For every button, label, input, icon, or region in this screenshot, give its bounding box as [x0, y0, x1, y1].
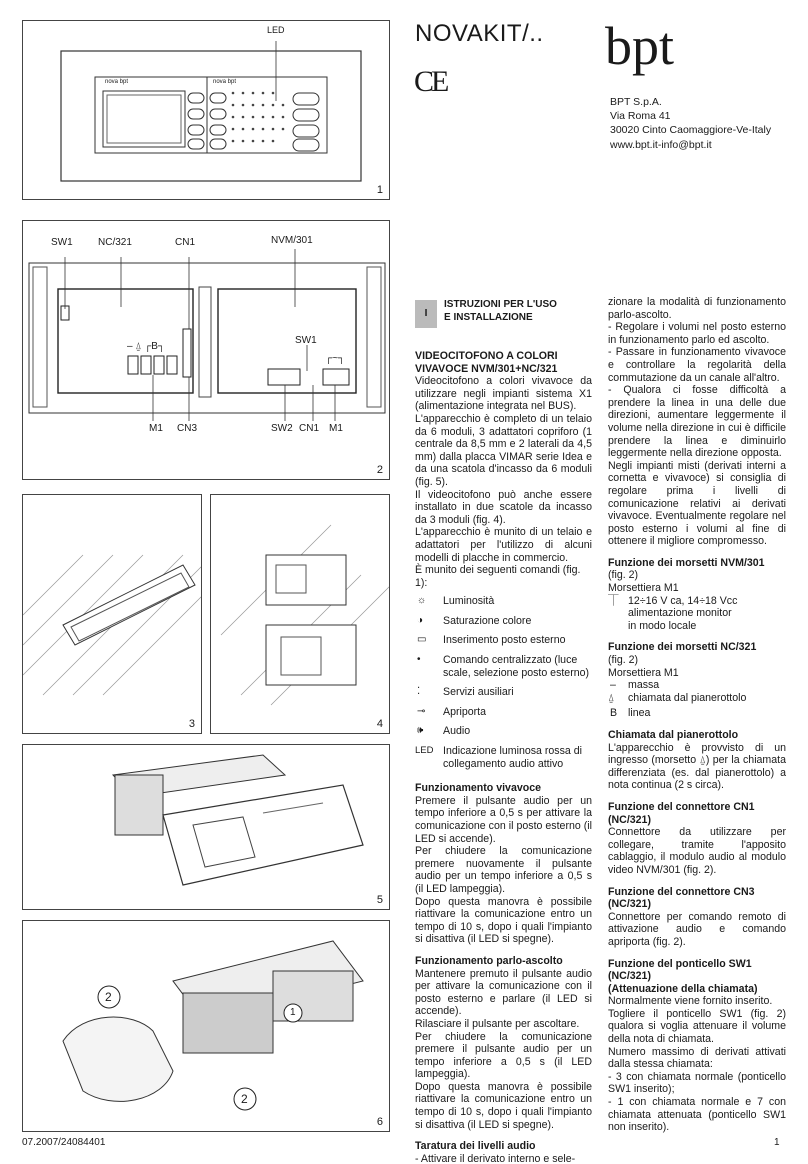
label-cn3: CN3 — [177, 423, 198, 434]
two-dots-icon: ⁚ — [417, 686, 421, 698]
command-label: Luminosità — [443, 595, 495, 608]
figure-1 — [22, 20, 390, 200]
label-sw1-mid: SW1 — [295, 335, 317, 346]
company-address — [610, 95, 771, 152]
figure-5-drawing — [23, 745, 390, 910]
section-title-line-2: E INSTALLAZIONE — [444, 312, 533, 323]
command-label: Comando centralizzato (luce scale, selezione posto esterno) — [443, 654, 590, 679]
command-item — [415, 595, 592, 608]
paragraph: Mantenere premuto il pulsante audio per attivare la comunicazione con il posto esterno e parlare (il LED si accende). — [415, 967, 592, 1018]
figure-number: 4 — [376, 718, 383, 730]
paragraph: - Qualora ci fosse difficoltà a prendere la linea in una delle due direzioni, aumentare leggermente il volume nella direzione in cui è difficile prendere la linea e diminuirlo leggermente nella direzione opposta. — [608, 384, 786, 460]
product-heading: VIDEOCITOFONO A COLORI VIVAVOCE NVM/301+NC/321 — [415, 350, 558, 375]
brand-label-right: nova bpt — [213, 79, 237, 85]
paragraph: Negli impianti misti (derivati interni a cornetta e vivavoce) si consiglia di regolare prima i livelli di comunicazione relativi ai derivati vivavoce. Eventualmente regolare nel posto esterno i volumi al fine di ottenere il migliore compromesso. — [608, 459, 786, 548]
command-label: Saturazione colore — [443, 614, 532, 627]
terminal-row — [608, 707, 786, 720]
door-opener-icon: ⊸ — [417, 705, 426, 717]
language-badge: I — [415, 300, 437, 328]
terminal-block-label: Morsettiera M1 — [608, 582, 679, 595]
command-label: Audio — [443, 725, 471, 738]
command-item — [415, 654, 592, 679]
figure-2-drawing — [23, 221, 390, 480]
section-title — [444, 298, 557, 324]
figure-2 — [22, 220, 390, 480]
terminals-left: – ⍙ ┌B┐ — [127, 341, 165, 352]
paragraph: - Attivare il derivato interno e sele- — [415, 1152, 576, 1164]
paragraph: Per chiudere la comunicazione premere nuovamente il pulsante audio per un tempo inferiore a 0,5 s (il LED lampeggia). — [415, 845, 592, 895]
figure-ref: (fig. 2) — [608, 569, 639, 582]
paragraph: Normalmente viene fornito inserito. — [608, 995, 773, 1008]
figure-ref: (fig. 2) — [608, 654, 639, 667]
figure-4 — [210, 494, 390, 734]
terminal-text: alimentazione monitor — [628, 607, 732, 620]
command-label: Apriporta — [443, 705, 486, 718]
bpt-logo: bpt — [605, 16, 675, 76]
subheading: Funzione dei morsetti NVM/301 — [608, 556, 765, 569]
terminal-text: massa — [628, 679, 660, 692]
text-column-2 — [608, 296, 786, 1134]
figure-5 — [22, 744, 390, 910]
subheading: Funzione del ponticello SW1 (NC/321) — [608, 957, 752, 983]
dot-icon: • — [417, 654, 421, 666]
paragraph: L'apparecchio è completo di un telaio da 6 moduli, 3 adattatori copriforo (1 centrale da 8,5 mm e 2 laterali da 4,5 mm) dalla placca VIMAR serie Idea e da una scatola d'incasso da 6 moduli (fig. 5). — [415, 412, 592, 488]
command-item — [415, 615, 592, 628]
led-icon: LED — [415, 745, 434, 757]
subheading: Funzione del connettore CN3 (NC/321) — [608, 885, 755, 911]
figure-number: 3 — [188, 718, 195, 730]
paragraph: Connettore per comando remoto di attivazione audio e comando apriporta (fig. 2). — [608, 910, 786, 948]
subheading: Funzione del connettore CN1 (NC/321) — [608, 800, 755, 826]
brightness-icon: ☼ — [417, 595, 427, 607]
figure-number: 5 — [376, 894, 383, 906]
document-code: 07.2007/24084401 — [22, 1137, 106, 1148]
figure-1-drawing — [23, 21, 390, 200]
paragraph: zionare la modalità di funzionamento parlo-ascolto. — [608, 296, 786, 321]
line-terminal: B — [610, 707, 618, 720]
paragraph: - 3 con chiamata normale (ponticello SW1 inserito); — [608, 1070, 786, 1096]
step-1: 1 — [290, 1007, 296, 1018]
command-item — [415, 686, 592, 699]
command-label: Indicazione luminosa rossa di collegamento audio attivo — [443, 745, 582, 770]
product-title: NOVAKIT/.. — [415, 20, 544, 47]
command-item — [415, 725, 592, 738]
step-2-top: 2 — [105, 990, 112, 1004]
text-column-1 — [415, 350, 592, 1164]
company-name: BPT S.p.A. — [610, 96, 662, 108]
brand-label-left: nova bpt — [105, 79, 129, 85]
figure-number: 6 — [376, 1116, 383, 1128]
paragraph: Il videocitofono può anche essere installato in due scatole da incasso da 3 moduli (fig. 4). — [415, 488, 592, 526]
figure-3-drawing — [23, 495, 202, 734]
paragraph: L'apparecchio è provvisto di un ingresso (morsetto ⍙) per la chiamata differenziata (es. dal pianerottolo) a nota continua (2 s circa). — [608, 741, 786, 792]
company-city: 30020 Cinto Caomaggiore-Ve-Italy — [610, 124, 772, 137]
ac-terminal-icon: ⏉ — [608, 594, 619, 607]
subheading: Funzionamento parlo-ascolto — [415, 954, 563, 967]
terminal-row — [608, 692, 786, 705]
terminal-row — [608, 595, 786, 633]
speaker-icon: 🕪 — [417, 725, 424, 737]
intro-paragraph: Videocitofono a colori vivavoce da utilizzare negli impianti sistema X1 (alimentazione integrata nel BUS). — [415, 375, 592, 413]
ground-terminal: – — [610, 679, 616, 692]
figure-6-drawing — [23, 921, 390, 1132]
command-item — [415, 706, 592, 719]
label-cn1-top: CN1 — [175, 237, 196, 248]
paragraph: Rilasciare il pulsante per ascoltare. — [415, 1017, 580, 1030]
paragraph: L'apparecchio è munito di un telaio e adattatori per l'utilizzo di alcuni modelli di placche in commercio. — [415, 526, 592, 564]
paragraph: - Regolare i volumi nel posto esterno in funzionamento parlo ed ascolto. — [608, 321, 786, 346]
label-cn1-bot: CN1 — [299, 423, 320, 434]
label-nvm301: NVM/301 — [271, 235, 313, 246]
terminal-text: chiamata dal pianerottolo — [628, 691, 747, 704]
company-street: Via Roma 41 — [610, 110, 671, 123]
command-label: Servizi ausiliari — [443, 686, 514, 699]
subheading: Chiamata dal pianerottolo — [608, 729, 739, 741]
terminal-block-label: Morsettiera M1 — [608, 666, 679, 679]
paragraph: Per chiudere la comunicazione premere il pulsante audio per un tempo inferiore a 0,5 s (il LED lampeggia). — [415, 1030, 592, 1081]
command-item — [415, 634, 592, 647]
terminal-text: in modo locale — [628, 619, 697, 632]
label-m1-right: M1 — [329, 423, 343, 434]
figure-number: 2 — [376, 464, 383, 476]
label-m1-left: M1 — [149, 423, 163, 434]
figure-number: 1 — [376, 184, 383, 196]
paragraph: Premere il pulsante audio per un tempo inferiore a 0,5 s per attivare la comunicazione con il posto esterno (il LED si accende). — [415, 794, 592, 845]
section-title-line-1: ISTRUZIONI PER L'USO — [444, 299, 557, 310]
terminals-right: ┌~┐ — [325, 353, 346, 364]
terminal-text: 12÷16 V ca, 14÷18 Vcc — [628, 594, 738, 607]
page-number: 1 — [774, 1137, 780, 1148]
paragraph: Dopo questa manovra è possibile riattivare la comunicazione entro un tempo di 10 s, dopo i quali l'impianto si disattiva (il LED si spegne). — [415, 1080, 592, 1131]
step-2-bottom: 2 — [241, 1092, 248, 1106]
command-label: Inserimento posto esterno — [443, 634, 566, 647]
figure-3 — [22, 494, 202, 734]
subheading: Taratura dei livelli audio — [415, 1140, 536, 1153]
command-list — [415, 595, 592, 770]
figure-4-drawing — [211, 495, 390, 734]
paragraph: Connettore da utilizzare per collegare, tramite l'apposito cablaggio, il modulo audio al modulo video NVM/301 (fig. 2). — [608, 826, 786, 876]
ce-mark: CE — [414, 65, 447, 98]
subheading: Funzione dei morsetti NC/321 — [608, 641, 757, 654]
label-sw1-top: SW1 — [51, 237, 73, 248]
saturation-icon: ◑ — [417, 614, 424, 626]
subheading: Funzionamento vivavoce — [415, 782, 541, 795]
label-nc321: NC/321 — [98, 237, 132, 248]
figure-6 — [22, 920, 390, 1132]
paragraph: Togliere il ponticello SW1 (fig. 2) qualora si voglia attenuare il volume della nota di chiamata. — [608, 1007, 786, 1046]
command-item — [415, 745, 592, 770]
label-sw2: SW2 — [271, 423, 293, 434]
terminal-row — [608, 679, 786, 692]
paragraph: Numero massimo di derivati attivati dalla stessa chiamata: — [608, 1045, 786, 1071]
company-web[interactable]: www.bpt.it-info@bpt.it — [610, 138, 712, 151]
paragraph: - 1 con chiamata normale e 7 con chiamata attenuata (ponticello SW1 non inserito). — [608, 1096, 786, 1134]
terminal-text: linea — [628, 707, 651, 720]
external-post-icon: ▭ — [417, 634, 427, 646]
paragraph: Dopo questa manovra è possibile riattivare la comunicazione entro un tempo di 10 s, dopo i quali l'impianto si disattiva (il LED si spegne). — [415, 895, 592, 946]
paragraph: - Passare in funzionamento vivavoce e controllare la regolarità della commutazione da un canale all'altro. — [608, 346, 786, 384]
led-label: LED — [267, 25, 285, 35]
subheading: (Attenuazione della chiamata) — [608, 982, 758, 995]
paragraph: È munito dei seguenti comandi (fig. 1): — [415, 564, 581, 589]
bell-terminal-icon: ⍙ — [608, 691, 615, 704]
